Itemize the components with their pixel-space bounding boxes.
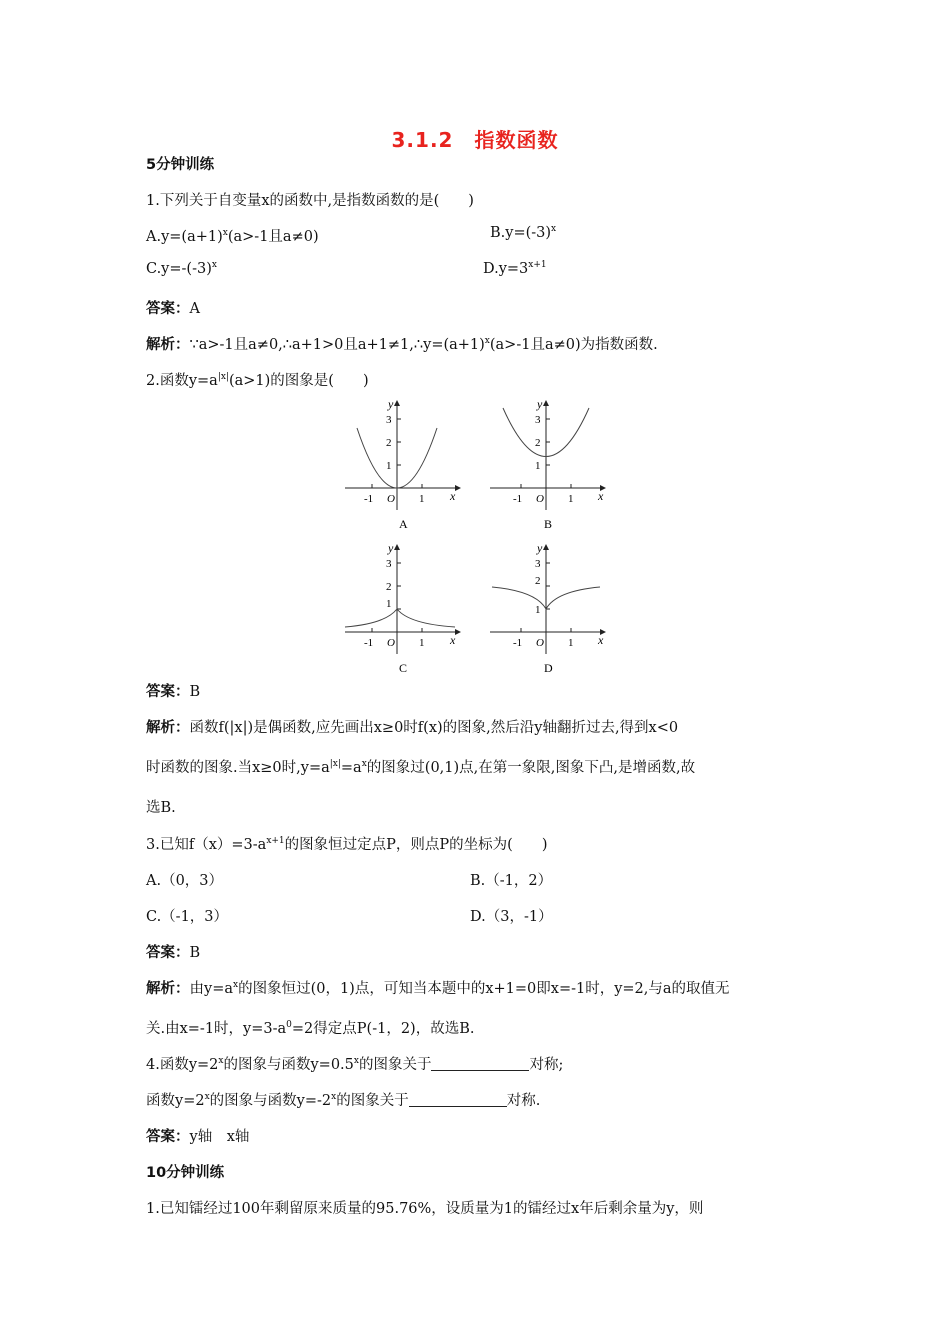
q3-option-b: B.（-1，2） (470, 873, 553, 889)
graph-c-tick-m1: -1 (364, 637, 374, 649)
graph-a-tick-m1: -1 (364, 493, 374, 505)
graph-b (490, 397, 605, 531)
graph-d-tick-p1: 1 (568, 637, 574, 649)
graph-a-tick-1: 1 (386, 460, 392, 472)
q2-analysis-line2: 时函数的图象.当x≥0时$,y=a^{|x|}=a^x$的图象过(0,1)点,在第一象限,图象下凸,是增函数,故 (146, 759, 696, 776)
q3-analysis-line1: 解析：由$y=a^x$的图象恒过(0，1)点，可知当本题中的x+1=0即x=-1时，y=2,与a的取值无 (146, 980, 730, 997)
q3-option-d: D.（3，-1） (470, 909, 553, 925)
q10-1-stem: 1.已知镭经过100年剩留原来质量的95.76%，设质量为1的镭经过x年后剩余量为y，则 (146, 1201, 704, 1217)
graph-a-tick-p1: 1 (419, 493, 425, 505)
graph-a-tick-2: 2 (386, 437, 392, 449)
graph-d (490, 541, 605, 675)
q4-answer: 答案：y轴 x轴 (146, 1129, 250, 1145)
q2-analysis-line3: 选B. (146, 800, 176, 816)
q2-graph-figure (340, 395, 610, 680)
graph-d-tick-1: 1 (535, 604, 541, 616)
graph-a-x-label: x (450, 489, 456, 503)
graph-a-y-label: y (388, 397, 394, 411)
q1-option-b: $B.y=(-3)^x$ (490, 224, 557, 241)
graph-d-y-label: y (537, 541, 543, 555)
q1-option-d: $D.y=3^{x+1}$ (483, 260, 547, 277)
graph-a-origin: O (387, 493, 395, 505)
q4-blank-1 (431, 1056, 529, 1071)
graph-d-tick-3: 3 (535, 558, 541, 570)
graph-a-label: A (399, 517, 408, 531)
q1-option-a: $A.y=(a+1)^x(a>-1$且a≠0) (146, 228, 319, 245)
q3-answer: 答案：B (146, 945, 201, 961)
graph-d-origin: O (536, 637, 544, 649)
graph-b-label: B (544, 517, 553, 531)
graph-b-tick-m1: -1 (513, 493, 523, 505)
graph-b-tick-2: 2 (535, 437, 541, 449)
graph-c-tick-2: 2 (386, 581, 392, 593)
graph-c-tick-p1: 1 (419, 637, 425, 649)
q2-stem: 2.函数$y=a^{|x|}(a>1)$的图象是( ) (146, 372, 369, 389)
q1-option-c: $C.y=-(-3)^x$ (146, 260, 217, 277)
graph-c-tick-1: 1 (386, 598, 392, 610)
q2-analysis-line1: 解析：函数f(|x|)是偶函数,应先画出x≥0时f(x)的图象,然后沿y轴翻折过去,得到x<0 (146, 720, 679, 736)
graph-c-origin: O (387, 637, 395, 649)
q4-line1: 4.函数$y=2^x$的图象与函数$y=0.5^x$的图象关于 对称; (146, 1056, 564, 1073)
graph-c-y-label: y (388, 541, 394, 555)
q1-answer: 答案：A (146, 301, 200, 317)
graph-c (345, 541, 460, 675)
graph-b-y-label: y (537, 397, 543, 411)
q3-option-a: A.（0，3） (146, 873, 224, 889)
graph-b-origin: O (536, 493, 544, 505)
graph-d-x-label: x (598, 633, 604, 647)
graph-b-x-label: x (598, 489, 604, 503)
q3-option-c: C.（-1，3） (146, 909, 229, 925)
section-5min: 5分钟训练 (146, 157, 215, 173)
graph-c-x-label: x (450, 633, 456, 647)
graph-d-label: D (544, 661, 553, 675)
graph-c-tick-3: 3 (386, 558, 392, 570)
graph-d-tick-m1: -1 (513, 637, 523, 649)
graph-a-tick-3: 3 (386, 414, 392, 426)
page-title: 3.1.2 指数函数 (391, 128, 559, 152)
q2-answer: 答案：B (146, 684, 201, 700)
graph-b-tick-3: 3 (535, 414, 541, 426)
graph-b-tick-1: 1 (535, 460, 541, 472)
q3-analysis-line2: 关.由x=-1时，$y=3-a^0=2$得定点P(-1，2)，故选B. (146, 1020, 475, 1037)
q1-analysis: 解析：∵a>-1且a≠0,∴a+1>0且$a+1\ne 1,\therefore y=(a+1)^x(a>-1$且a≠0)为指数函数. (146, 336, 658, 353)
section-10min: 10分钟训练 (146, 1165, 225, 1181)
graph-c-label: C (399, 661, 408, 675)
q4-blank-2 (409, 1092, 507, 1107)
q1-stem: 1.下列关于自变量x的函数中,是指数函数的是( ) (146, 193, 474, 209)
q3-stem: 3.已知$f(x)=3-a^{x+1}$的图象恒过定点P，则点P的坐标为( ) (146, 836, 548, 853)
graph-a (345, 397, 460, 531)
graph-d-tick-2: 2 (535, 575, 541, 587)
graph-b-tick-p1: 1 (568, 493, 574, 505)
q4-line2: 函数$y=2^x$的图象与函数$y=-2^x$的图象关于 对称. (146, 1092, 541, 1109)
